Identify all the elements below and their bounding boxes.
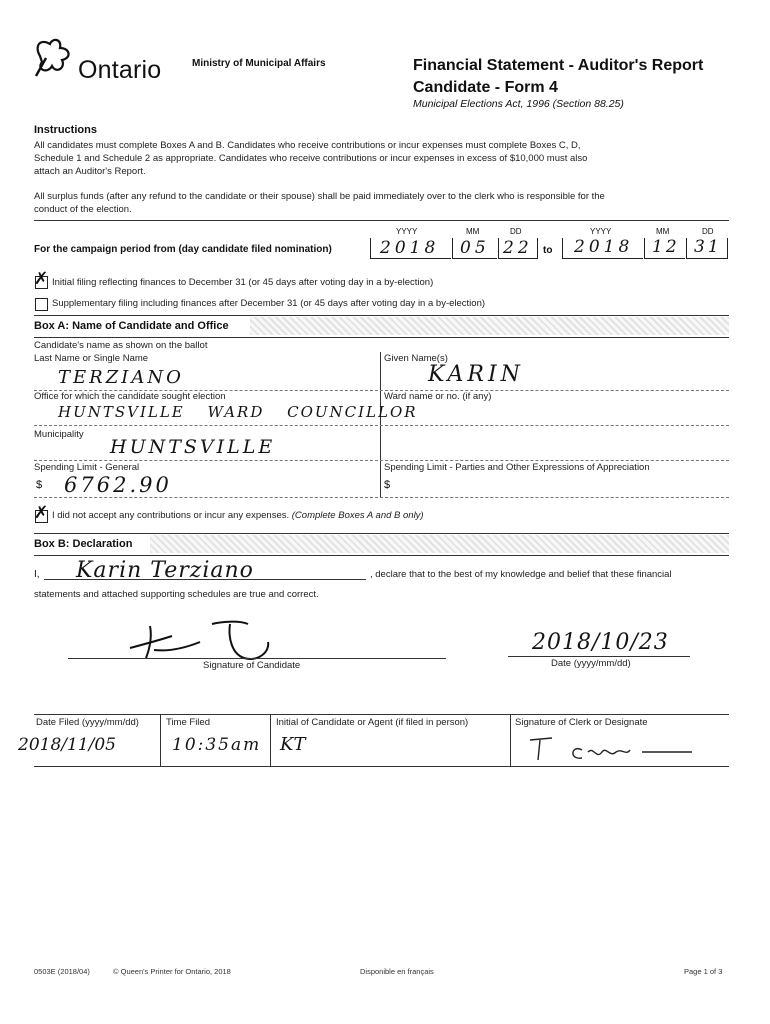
spending-limit-general-label: Spending Limit - General (34, 462, 140, 473)
box-a-header-shading (250, 317, 729, 335)
supplementary-filing-label: Supplementary filing including finances after December 31 (or 45 days after voting day in a by-election) (52, 298, 486, 309)
time-filed-label: Time Filed (166, 717, 210, 728)
declaration-text: , declare that to the best of my knowledge and belief that these financial (370, 569, 672, 580)
act-reference: Municipal Elections Act, 1996 (Section 88.25) (413, 98, 624, 110)
clerk-signature (522, 730, 712, 770)
to-year-value: 2018 (574, 237, 634, 257)
last-name-value: TERZIANO (58, 367, 184, 388)
from-month-value: 05 (460, 238, 490, 258)
ballot-name-note: Candidate's name as shown on the ballot (34, 340, 208, 351)
given-name-label: Given Name(s) (384, 353, 448, 364)
declaration-date-label: Date (yyyy/mm/dd) (551, 658, 631, 669)
supplementary-filing-checkbox[interactable] (35, 298, 48, 311)
spending-limit-parties-dollar: $ (384, 479, 391, 491)
french-availability: Disponible en français (360, 967, 434, 976)
instructions-text-1: All candidates must complete Boxes A and B. Candidates who receive contributions or incur expenses must complete Boxes C, D, (34, 140, 581, 151)
declaration-date-value: 2018/10/23 (532, 630, 669, 655)
to-dd-header: DD (702, 227, 714, 236)
check-x-icon: ✗ (34, 269, 49, 289)
declaration-text-2: statements and attached supporting schedules are true and correct. (34, 589, 319, 600)
form-subtitle: Candidate - Form 4 (413, 79, 558, 96)
spending-limit-parties-label: Spending Limit - Parties and Other Expressions of Appreciation (384, 462, 650, 473)
copyright: © Queen's Printer for Ontario, 2018 (113, 967, 231, 976)
ward-label: Ward name or no. (if any) (384, 391, 492, 402)
no-contributions-note: (Complete Boxes A and B only) (291, 510, 424, 521)
date-filed-label: Date Filed (yyyy/mm/dd) (36, 717, 139, 728)
box-b-title: Box B: Declaration (34, 538, 133, 550)
no-contributions-text: I did not accept any contributions or incur any expenses. (52, 510, 290, 521)
from-day-value: 22 (503, 238, 533, 258)
office-label: Office for which the candidate sought election (34, 391, 226, 402)
to-month-value: 12 (652, 237, 680, 257)
initial-value: KT (280, 734, 306, 755)
initial-label: Initial of Candidate or Agent (if filed in person) (276, 717, 469, 728)
logo-wordmark: Ontario (78, 56, 162, 84)
instructions-heading: Instructions (34, 124, 97, 136)
instructions-text-3: attach an Auditor's Report. (34, 166, 146, 177)
last-name-label: Last Name or Single Name (34, 353, 149, 364)
to-label: to (543, 245, 553, 256)
municipality-label: Municipality (34, 429, 84, 440)
office-value: HUNTSVILLE WARD COUNCILLOR (58, 403, 418, 421)
spending-limit-general-value: 6762.90 (64, 473, 172, 497)
page-number: Page 1 of 3 (684, 967, 723, 976)
signature-label: Signature of Candidate (203, 660, 301, 671)
instructions-text-2: Schedule 1 and Schedule 2 as appropriate. Candidates who receive contributions or incur expenses in excess of $10,000 must also (34, 153, 588, 164)
initial-filing-checkbox[interactable] (34, 269, 49, 289)
from-year-value: 2018 (380, 238, 440, 258)
from-dd-header: DD (510, 227, 522, 236)
from-mm-header: MM (466, 227, 480, 236)
municipality-value: HUNTSVILLE (110, 436, 276, 458)
to-mm-header: MM (656, 227, 670, 236)
given-name-value: KARIN (428, 362, 524, 387)
spending-limit-general-dollar: $ (36, 479, 43, 491)
trillium-icon (30, 36, 76, 80)
check-x-icon: ✗ (34, 503, 49, 523)
ministry-name: Ministry of Municipal Affairs (192, 58, 326, 69)
no-contributions-checkbox[interactable] (34, 503, 49, 523)
ontario-logo (30, 36, 180, 92)
to-yyyy-header: YYYY (590, 227, 612, 236)
instructions-text-5: conduct of the election. (34, 204, 132, 215)
to-day-value: 31 (694, 237, 722, 257)
instructions-text-4: All surplus funds (after any refund to the candidate or their spouse) shall be paid immediately over to the clerk who is responsible for the (34, 191, 605, 202)
date-filed-value: 2018/11/05 (18, 735, 116, 755)
initial-filing-label: Initial filing reflecting finances to December 31 (or 45 days after voting day in a by-election) (52, 277, 434, 288)
time-filed-value: 10:35am (172, 735, 262, 755)
form-title: Financial Statement - Auditor's Report (413, 57, 704, 74)
form-number: 0503E (2018/04) (34, 967, 90, 976)
declaration-i: I, (34, 569, 40, 580)
divider (34, 220, 729, 221)
box-a-title: Box A: Name of Candidate and Office (34, 320, 229, 332)
no-contributions-label (52, 510, 424, 521)
declarant-name: Karin Terziano (76, 558, 254, 583)
clerk-signature-label: Signature of Clerk or Designate (515, 717, 648, 728)
box-b-header-shading (150, 535, 729, 553)
from-yyyy-header: YYYY (396, 227, 418, 236)
period-label: For the campaign period from (day candidate filed nomination) (34, 244, 332, 255)
